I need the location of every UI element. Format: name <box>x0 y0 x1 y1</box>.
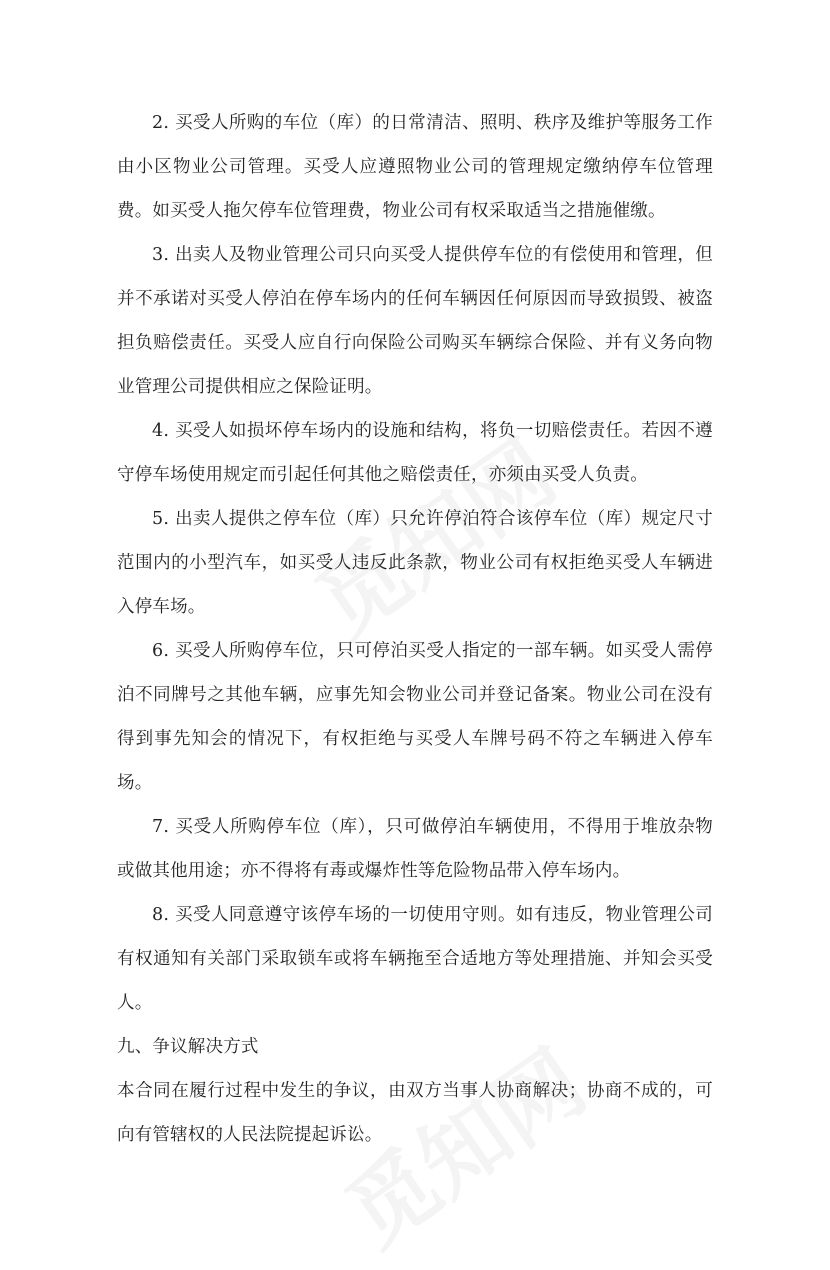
clause-7: 7. 买受人所购停车位（库），只可做停泊车辆使用，不得用于堆放杂物或做其他用途；亦不得将有毒或爆炸性等危险物品带入停车场内。 <box>117 817 713 881</box>
clause-8: 8. 买受人同意遵守该停车场的一切使用守则。如有违反，物业管理公司有权通知有关部门采取锁车或将车辆拖至合适地方等处理措施、并知会买受人。 <box>117 905 713 1013</box>
clause-6: 6. 买受人所购停车位，只可停泊买受人指定的一部车辆。如买受人需停泊不同牌号之其他车辆，应事先知会物业公司并登记备案。物业公司在没有得到事先知会的情况下，有权拒绝与买受人车牌号码不符之车辆进入停车场。 <box>117 641 713 793</box>
document-body <box>117 101 713 1157</box>
section-heading: 九、争议解决方式 <box>117 1037 259 1057</box>
clause-4: 4. 买受人如损坏停车场内的设施和结构，将负一切赔偿责任。若因不遵守停车场使用规定而引起任何其他之赔偿责任，亦须由买受人负责。 <box>117 421 713 485</box>
clause-2: 2. 买受人所购的车位（库）的日常清洁、照明、秩序及维护等服务工作由小区物业公司管理。买受人应遵照物业公司的管理规定缴纳停车位管理费。如买受人拖欠停车位管理费，物业公司有权采取适当之措施催缴。 <box>117 113 713 221</box>
clause-5: 5. 出卖人提供之停车位（库）只允许停泊符合该停车位（库）规定尺寸范围内的小型汽车，如买受人违反此条款，物业公司有权拒绝买受人车辆进入停车场。 <box>117 509 713 617</box>
clause-3: 3. 出卖人及物业管理公司只向买受人提供停车位的有偿使用和管理，但并不承诺对买受人停泊在停车场内的任何车辆因任何原因而导致损毁、被盗担负赔偿责任。买受人应自行向保险公司购买车辆综合保险、并有义务向物业管理公司提供相应之保险证明。 <box>117 245 713 397</box>
section-body: 本合同在履行过程中发生的争议，由双方当事人协商解决；协商不成的，可向有管辖权的人民法院提起诉讼。 <box>117 1081 713 1145</box>
